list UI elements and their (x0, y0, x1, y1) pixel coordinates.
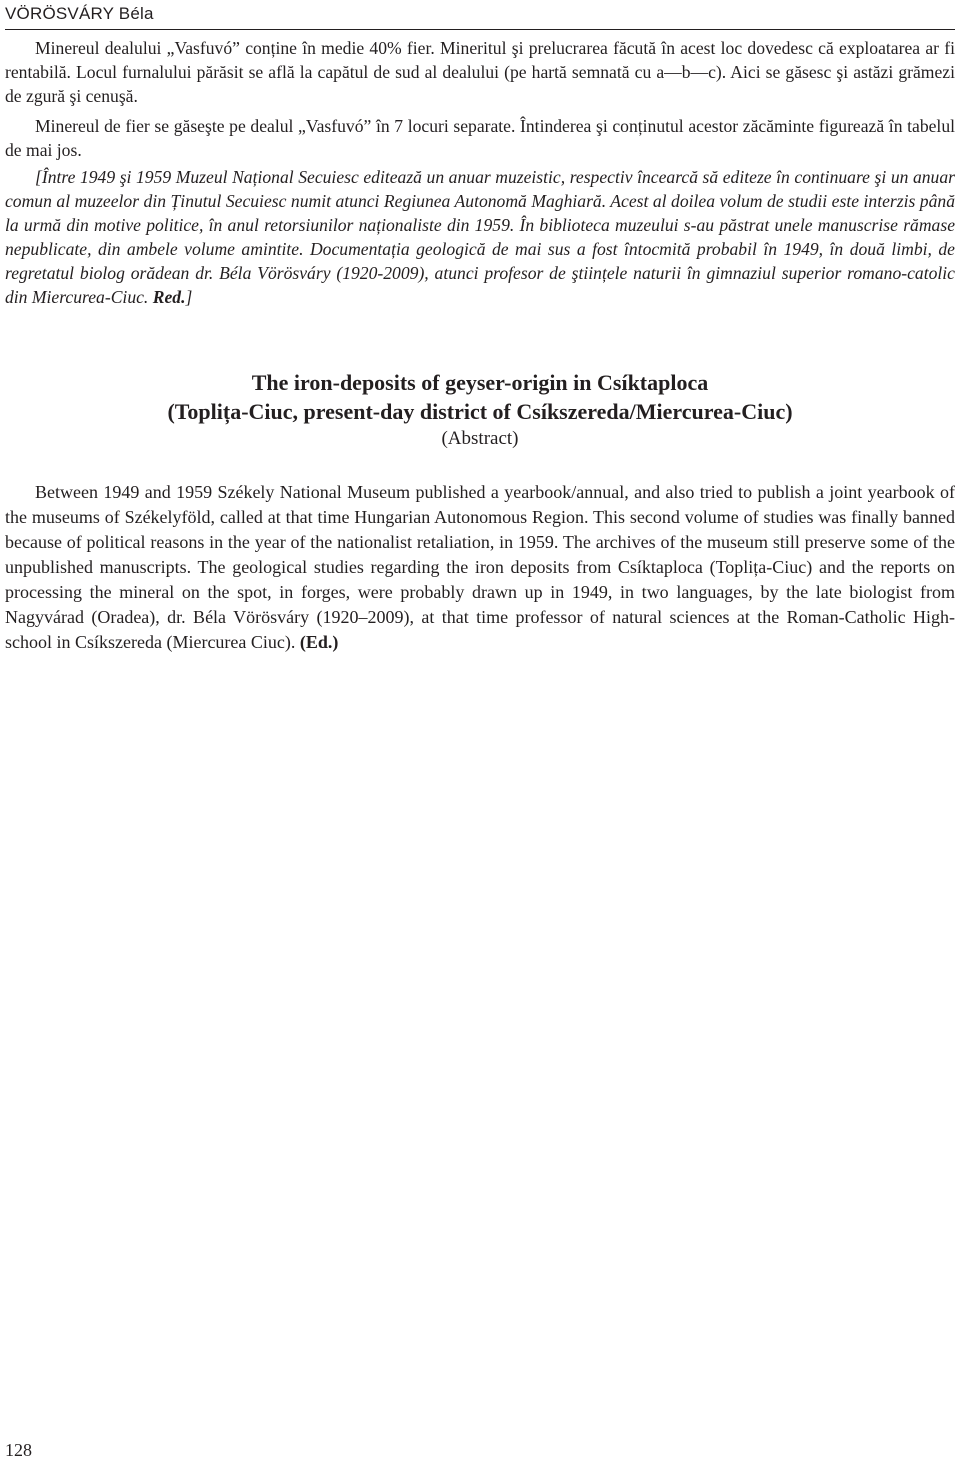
paragraph-iron-deposits: Minereul de fier se găseşte pe dealul „Vasfuvó” în 7 locuri separate. Întinderea şi conținutul acestor zăcăminte figurează în tabelul de mai jos. (5, 116, 955, 160)
editorial-sign: Red. (152, 287, 186, 307)
editorial-note (5, 165, 955, 309)
abstract-text: Between 1949 and 1959 Székely National Museum published a yearbook/annual, and also tried to publish a joint yearbook of the museums of Székelyföld, called at that time Hungarian Autonomous Region. This second volume of studies was finally banned because of political reasons in the year of the nationalist retaliation, in 1959. The archives of the museum still preserve some of the unpublished manuscripts. The geological studies regarding the iron deposits from Csíktaploca (Toplița-Ciuc) and the reports on processing the mineral on the spot, in forges, were probably drawn up in 1949, in two languages, by the late biologist from Nagyvárad (Oradea), dr. Béla Vörösváry (1920–2009), at that time professor of natural sciences at the Roman-Catholic High-school in Csíkszereda (Miercurea Ciuc). (5, 482, 955, 652)
abstract-heading (5, 368, 955, 452)
paragraph-iron-ore-content: Minereul dealului „Vasfuvó” conține în medie 40% fier. Mineritul şi prelucrarea făcută în acest loc dovedesc că exploatarea ar fi rentabilă. Locul furnalului părăsit se află la capătul de sud al dealului (pe hartă semnată cu a—b—c). Aici se găsesc şi astăzi grămezi de zgură şi cenuşă. (5, 38, 955, 106)
header-divider (5, 29, 955, 30)
abstract-paragraph (5, 480, 955, 655)
editorial-close-bracket: ] (185, 287, 193, 307)
editorial-note-text: [Între 1949 şi 1959 Muzeul Național Secuiesc editează un anuar muzeistic, respectiv încearcă să editeze în continuare şi un anuar comun al muzeelor din Ținutul Secuiesc numit atunci Regiunea Autonomă Maghiară. Acest al doilea volum de studii este interzis până la urmă din motive politice, în anul retorsiunilor naționaliste din 1959. În biblioteca muzeului s-au păstrat unele manuscrise rămase nepublicate, din ambele volume amintite. Documentația geologică de mai sus a fost întocmită probabil în 1949, în două limbi, de regretatul biolog orădean dr. Béla Vörösváry (1920-2009), atunci profesor de ştiințele naturii în gimnaziul superior romano-catolic din Miercurea-Ciuc. (5, 167, 955, 307)
abstract-title-line-1: The iron-deposits of geyser-origin in Csíktaploca (251, 370, 709, 395)
abstract-title-line-2: (Toplița-Ciuc, present-day district of Csíkszereda/Miercurea-Ciuc) (167, 399, 793, 424)
abstract-sign: (Ed.) (299, 632, 339, 652)
page-number: 128 (5, 1440, 32, 1460)
abstract-subtitle: (Abstract) (441, 428, 519, 449)
running-header: VÖRÖSVÁRY Béla (5, 4, 154, 23)
